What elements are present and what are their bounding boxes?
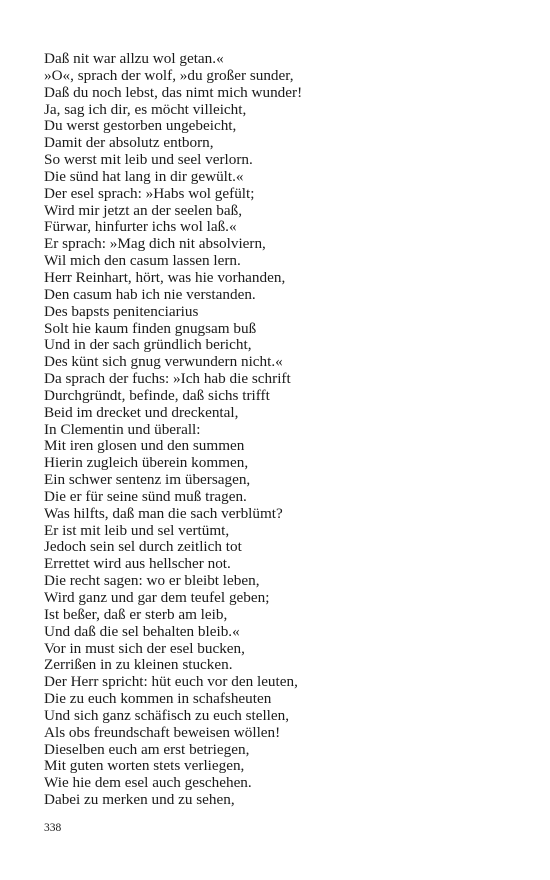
verse-line: Du werst gestorben ungebeicht,: [44, 117, 237, 135]
verse-text: [44, 51, 302, 809]
verse-line: Ist beßer, daß er sterb am leib,: [44, 605, 228, 623]
verse-line: Die zu euch kommen in schafsheuten: [44, 690, 272, 708]
verse-line: Des bapsts penitenciarius: [44, 302, 199, 320]
verse-line: Durchgründt, befinde, daß sichs trifft: [44, 386, 270, 404]
verse-line: Mit iren glosen und den summen: [44, 437, 245, 455]
verse-line: Hierin zugleich überein kommen,: [44, 454, 249, 472]
verse-line: So werst mit leib und seel verlorn.: [44, 151, 253, 169]
verse-line: Dabei zu merken und zu sehen,: [44, 791, 235, 809]
verse-line: Als obs freundschaft beweisen wöllen!: [44, 723, 281, 741]
verse-line: Mit guten worten stets verliegen,: [44, 757, 245, 775]
verse-line: Solt hie kaum finden gnugsam buß: [44, 319, 257, 337]
verse-line: Wie hie dem esel auch geschehen.: [44, 774, 252, 792]
verse-line: Den casum hab ich nie verstanden.: [44, 285, 256, 303]
verse-line: Die sünd hat lang in dir gewült.«: [44, 167, 244, 185]
verse-line: Der Herr spricht: hüt euch vor den leuten,: [44, 673, 298, 691]
verse-line: Dieselben euch am erst betriegen,: [44, 740, 250, 758]
verse-line: Damit der absolutz entborn,: [44, 134, 214, 152]
page-number: 338: [44, 822, 62, 834]
verse-line: Fürwar, hinfurter ichs wol laß.«: [44, 218, 237, 236]
verse-line: Errettet wird aus hellscher not.: [44, 555, 231, 573]
verse-line: Jedoch sein sel durch zeitlich tot: [44, 538, 242, 556]
verse-line: Die recht sagen: wo er bleibt leben,: [44, 572, 260, 590]
verse-line: Wil mich den casum lassen lern.: [44, 252, 241, 270]
verse-line: Er sprach: »Mag dich nit absolviern,: [44, 235, 266, 253]
verse-line: Da sprach der fuchs: »Ich hab die schrift: [44, 370, 291, 388]
verse-line: Was hilfts, daß man die sach verblümt?: [44, 504, 283, 522]
verse-line: Die er für seine sünd muß tragen.: [44, 487, 247, 505]
verse-line: Daß du noch lebst, das nimt mich wunder!: [44, 83, 303, 101]
verse-line: Beid im drecket und dreckental,: [44, 403, 239, 421]
verse-line: Zerrißen in zu kleinen stucken.: [44, 656, 233, 674]
verse-line: Und in der sach gründlich bericht,: [44, 336, 252, 354]
verse-line: Herr Reinhart, hört, was hie vorhanden,: [44, 268, 286, 286]
verse-line: Ja, sag ich dir, es möcht villeicht,: [44, 100, 247, 118]
verse-line: Und sich ganz schäfisch zu euch stellen,: [44, 706, 290, 724]
verse-line: Wird ganz und gar dem teufel geben;: [44, 589, 270, 606]
verse-line: Und daß die sel behalten bleib.«: [44, 622, 240, 640]
verse-line: Ein schwer sentenz im übersagen,: [44, 471, 251, 489]
verse-line: Er ist mit leib und sel vertümt,: [44, 521, 230, 539]
verse-line: Vor in must sich der esel bucken,: [44, 639, 245, 657]
verse-line: In Clementin und überall:: [44, 420, 201, 438]
verse-line: Der esel sprach: »Habs wol gefült;: [44, 184, 255, 202]
verse-line: Wird mir jetzt an der seelen baß,: [44, 201, 243, 219]
verse-line: Des künt sich gnug verwundern nicht.«: [44, 353, 283, 371]
verse-line: »O«, sprach der wolf, »du großer sunder,: [44, 66, 294, 84]
verse-line: Daß nit war allzu wol getan.«: [44, 50, 224, 67]
